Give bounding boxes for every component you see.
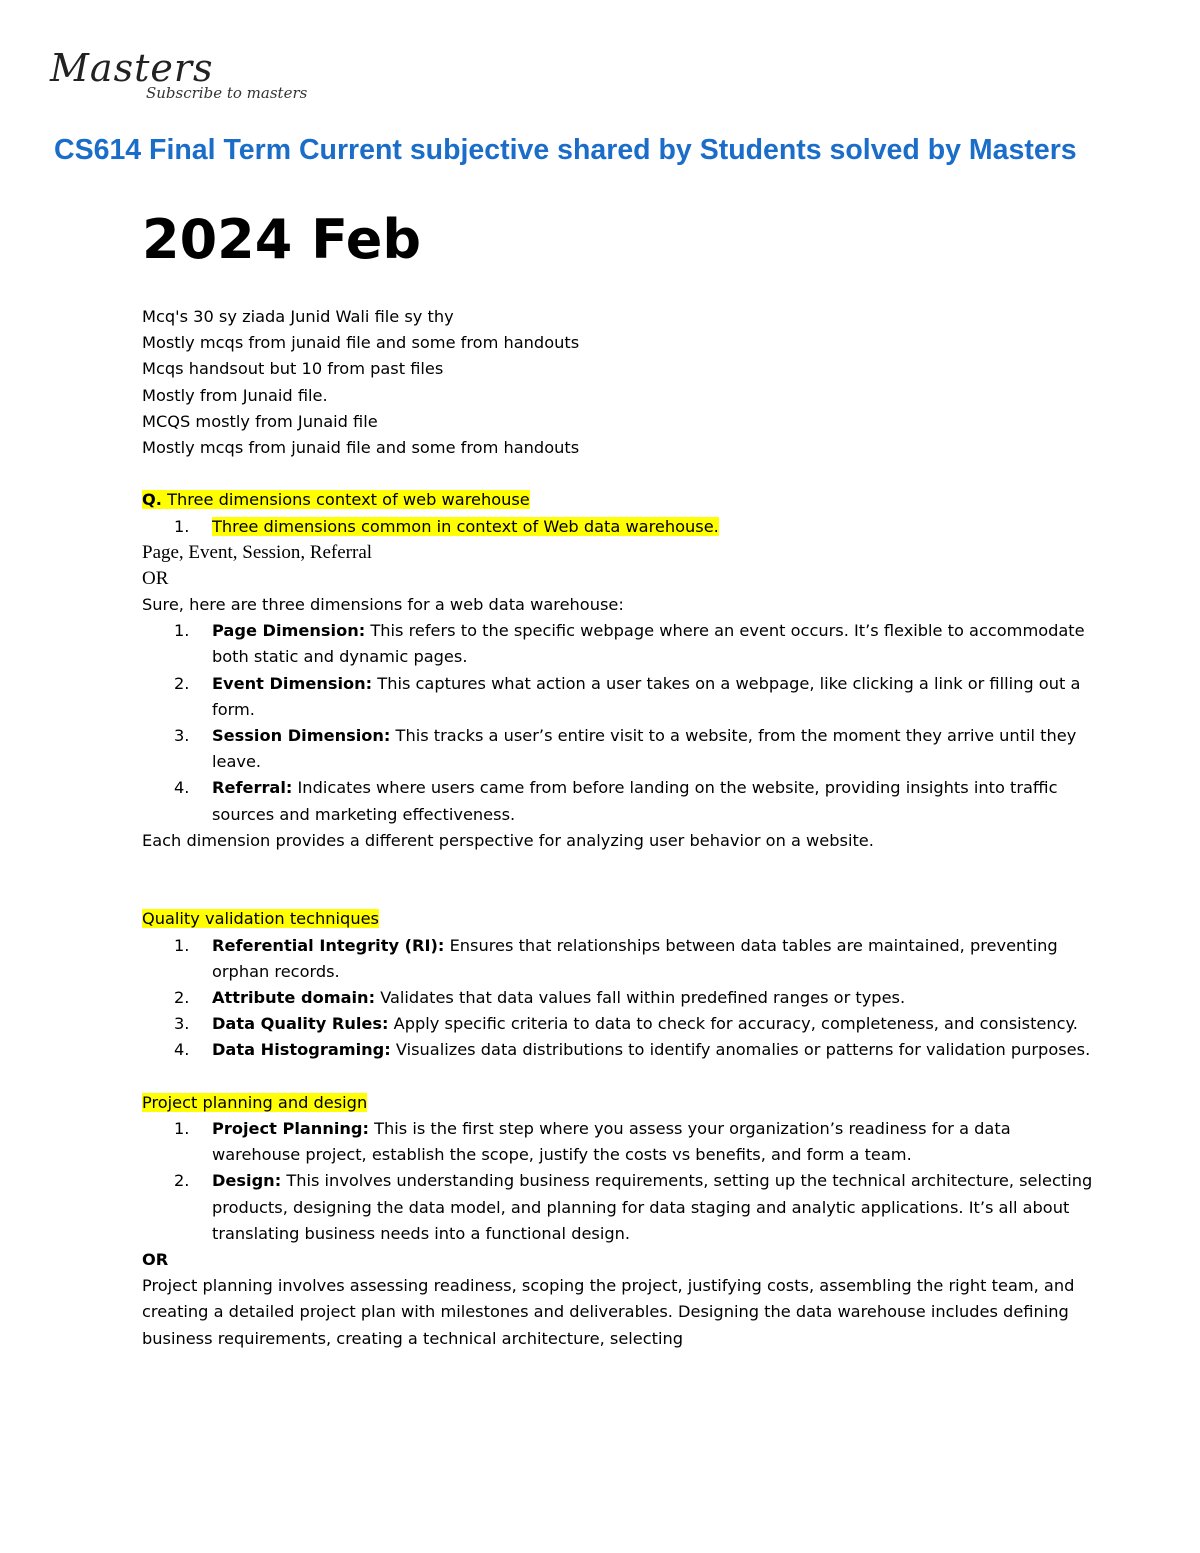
list-item: 2. Attribute domain: Validates that data values fall within predefined ranges or types. (174, 988, 906, 1008)
list-item: 2. Event Dimension: This captures what action a user takes on a webpage, like clicking a link or filling out a form. (174, 673, 1081, 719)
sub-question: 1. Three dimensions common in context of Web data warehouse. (174, 516, 719, 536)
planning-paragraph: Project planning involves assessing readiness, scoping the project, justifying costs, assembling the right team, and creating a detailed project plan with milestones and deliverables. Designing the data warehouse includes defining business requirements, creating a technical architecture, selecting (142, 1276, 1075, 1348)
list-item: 3. Session Dimension: This tracks a user’s entire visit to a website, from the moment they arrive until they leave. (174, 726, 1077, 772)
question-project-planning (142, 1090, 1102, 1352)
answer-conclusion: Each dimension provides a different perspective for analyzing user behavior on a website. (142, 830, 874, 850)
question-quality-validation (142, 906, 1102, 1063)
note-line: Mcqs handsout but 10 from past files (142, 359, 444, 379)
document-title: CS614 Final Term Current subjective shared by Students solved by Masters (54, 134, 1077, 166)
note-line: Mostly mcqs from junaid file and some from handouts (142, 333, 580, 353)
list-item: 1. Page Dimension: This refers to the specific webpage where an event occurs. It’s flexible to accommodate both static and dynamic pages. (174, 621, 1085, 667)
or-separator: OR (142, 567, 169, 589)
list-item: 1. Referential Integrity (RI): Ensures that relationships between data tables are maintained, preventing orphan records. (174, 935, 1058, 981)
masters-logo (50, 48, 307, 102)
notes-block (142, 304, 1102, 461)
or-separator: OR (142, 1250, 169, 1270)
question-web-warehouse (142, 487, 1102, 854)
question-heading: Project planning and design (142, 1092, 368, 1112)
date-heading: 2024 Feb (142, 208, 422, 271)
logo-tagline: Subscribe to masters (146, 84, 308, 102)
logo-text: Masters (50, 46, 214, 90)
techniques-list (142, 933, 1102, 1064)
question-heading: Quality validation techniques (142, 909, 379, 929)
note-line: Mostly from Junaid file. (142, 385, 328, 405)
list-item: 2. Design: This involves understanding business requirements, setting up the technical architecture, selecting products, designing the data model, and planning for data staging and analytic applications. It’s all about translating business needs into a functional design. (174, 1171, 1093, 1243)
list-item: 4. Data Histograming: Visualizes data distributions to identify anomalies or patterns for validation purposes. (174, 1040, 1091, 1060)
list-item: 4. Referral: Indicates where users came from before landing on the website, providing insights into traffic sources and marketing effectiveness. (174, 778, 1058, 824)
planning-list (142, 1116, 1102, 1247)
dimensions-list (142, 618, 1102, 828)
note-line: MCQS mostly from Junaid file (142, 411, 378, 431)
question-heading: Q. Three dimensions context of web warehouse (142, 490, 530, 510)
short-answer: Page, Event, Session, Referral (142, 541, 373, 563)
list-item: 1. Project Planning: This is the first step where you assess your organization’s readiness for a data warehouse project, establish the scope, justify the costs vs benefits, and form a team. (174, 1119, 1011, 1165)
document-body (142, 304, 1102, 1352)
note-line: Mostly mcqs from junaid file and some from handouts (142, 437, 580, 457)
note-line: Mcq's 30 sy ziada Junid Wali file sy thy (142, 307, 454, 326)
list-item: 3. Data Quality Rules: Apply specific criteria to data to check for accuracy, completeness, and consistency. (174, 1014, 1078, 1034)
answer-intro: Sure, here are three dimensions for a web data warehouse: (142, 595, 624, 615)
